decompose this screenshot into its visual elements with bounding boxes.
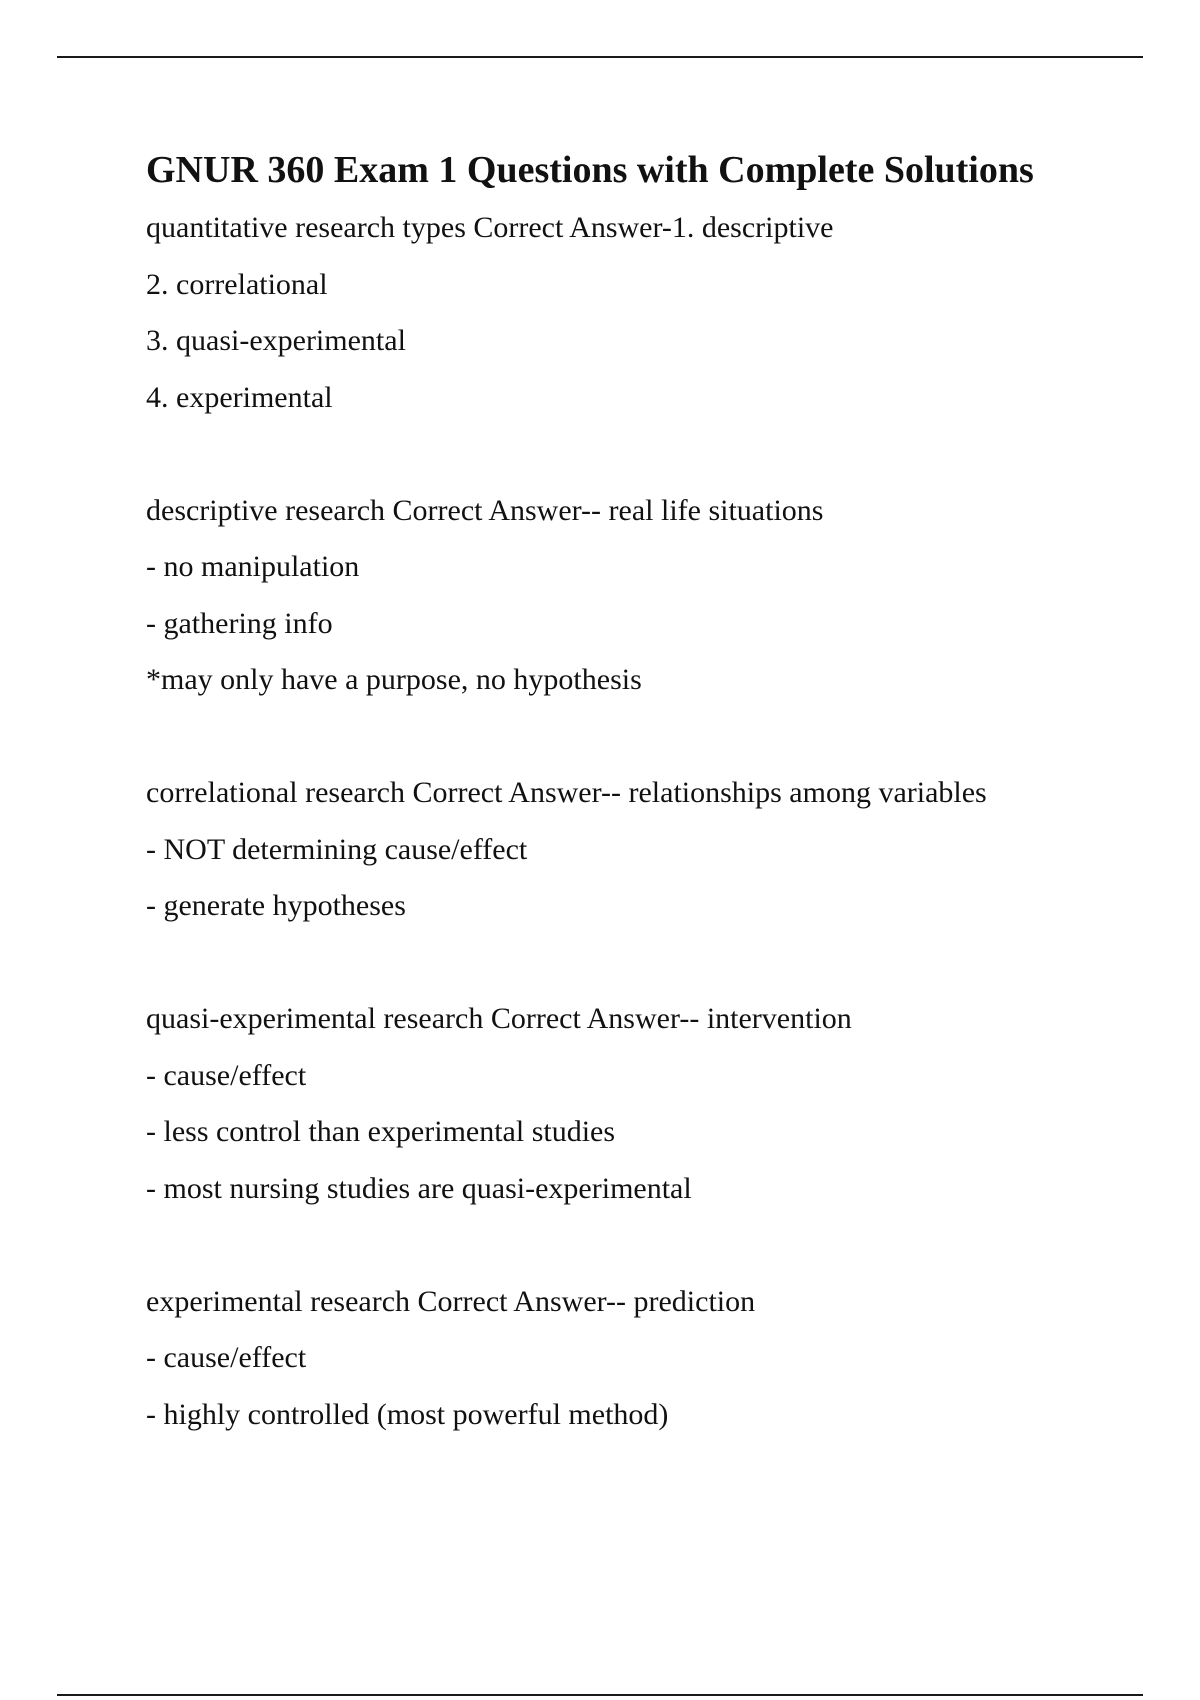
- qa-entry-descriptive: [146, 483, 1146, 709]
- footer-rule: [57, 1694, 1143, 1696]
- qa-question: experimental research Correct Answer-- prediction: [146, 1284, 756, 1318]
- header-rule: [57, 56, 1143, 58]
- entry-spacer: [146, 426, 1146, 483]
- qa-answer-line: *may only have a purpose, no hypothesis: [146, 663, 642, 696]
- qa-entry-experimental: [146, 1274, 1146, 1444]
- qa-answer-line: - most nursing studies are quasi-experimental: [146, 1171, 692, 1205]
- qa-entry-quasi-experimental: [146, 991, 1146, 1217]
- qa-entry-correlational: [146, 765, 1146, 935]
- entry-spacer: [146, 935, 1146, 992]
- qa-question: quasi-experimental research Correct Answer-- intervention: [146, 1002, 852, 1035]
- entry-spacer: [146, 1217, 1146, 1274]
- qa-question: descriptive research Correct Answer-- real life situations: [146, 493, 824, 527]
- qa-answer-line: - less control than experimental studies: [146, 1115, 616, 1148]
- entry-spacer: [146, 709, 1146, 766]
- qa-answer-line: 4. experimental: [146, 380, 333, 414]
- qa-answer-line: - no manipulation: [146, 550, 360, 583]
- qa-answer-line: 2. correlational: [146, 267, 328, 301]
- qa-answer-line: - highly controlled (most powerful method): [146, 1397, 669, 1431]
- qa-answer-line: - gathering info: [146, 606, 333, 640]
- qa-answer-line: 3. quasi-experimental: [146, 324, 406, 357]
- qa-answer-line: - generate hypotheses: [146, 889, 406, 922]
- document-title: GNUR 360 Exam 1 Questions with Complete Solutions: [146, 149, 1034, 191]
- document-body: [146, 140, 1146, 1443]
- qa-answer-line: - NOT determining cause/effect: [146, 832, 528, 866]
- qa-question: correlational research Correct Answer-- relationships among variables: [146, 776, 987, 809]
- qa-answer-line: - cause/effect: [146, 1058, 307, 1092]
- qa-question: quantitative research types Correct Answer-1. descriptive: [146, 211, 834, 244]
- qa-answer-line: - cause/effect: [146, 1341, 307, 1374]
- qa-entry-quantitative-types: [146, 200, 1146, 426]
